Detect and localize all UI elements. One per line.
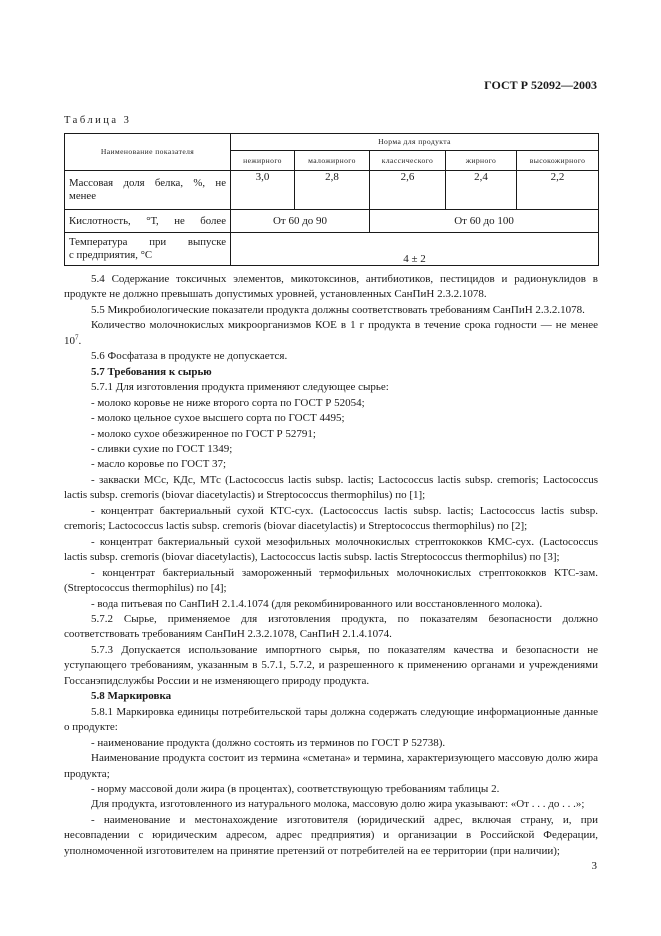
table-caption: Таблица 3 — [64, 115, 132, 126]
row-name-main: Температура при выпуске — [69, 236, 226, 248]
list-item: - закваски МСс, КДс, МТс (Lactococcus lactis subsp. lactis; Lactococcus lactis subsp. cremoris; Lactococcus lactis subsp. cremoris (biovar diacetylactis) и Streptococcus thermophilus) по [1]; — [64, 473, 598, 502]
paragraph: 5.7.1 Для изготовления продукта применяют следующее сырье: — [91, 381, 389, 394]
table-header-col: жирного — [446, 151, 517, 171]
list-item: - молоко цельное сухое высшего сорта по ГОСТ 4495; — [91, 412, 345, 425]
list-item: - сливки сухие по ГОСТ 1349; — [91, 442, 233, 455]
list-item: - масло коровье по ГОСТ 37; — [91, 458, 227, 471]
list-item: - норму массовой доли жира (в процентах), соответствующую требованиям таблицы 2. — [91, 782, 500, 795]
document-body — [64, 272, 598, 859]
table-header-group: Норма для продукта — [231, 134, 599, 151]
paragraph: Количество молочнокислых микроорганизмов КОЕ в 1 г продукта в течение срока годности — не менее $10^7$. — [64, 319, 598, 347]
row-name — [65, 171, 231, 210]
table-cell: 3,0 — [231, 171, 295, 210]
table-cell: От 60 до 100 — [370, 210, 599, 233]
section-heading: 5.8 Маркировка — [91, 690, 172, 703]
paragraph: Наименование продукта состоит из термина «сметана» и термина, характеризующего массовую долю жира продукта; — [64, 752, 598, 780]
table-cell: 2,4 — [446, 171, 517, 210]
list-item: - молоко сухое обезжиренное по ГОСТ Р 52791; — [91, 427, 316, 440]
paragraph: 5.8.1 Маркировка единицы потребительской тары должна содержать следующие информационные данные о продукте: — [64, 705, 598, 734]
paragraph-text: Количество молочнокислых микроорганизмов КОЕ в 1 г продукта в течение срока годности — не менее 10 — [64, 319, 598, 347]
paragraph: 5.7.3 Допускается использование импортного сырья, по показателям качества и безопасности не уступающего требованиям, указанным в 5.7.1, 5.7.2, и разрешенного к применению органами и учреждениями Госсанэпидслужбы России и не изменяющего природу продукта. — [64, 643, 598, 687]
page-number: 3 — [591, 860, 597, 872]
list-item: - наименование продукта (должно состоять из терминов по ГОСТ Р 52738). — [91, 736, 446, 749]
section-heading: 5.7 Требования к сырью — [91, 365, 212, 378]
row-name-last: с предприятия, °С — [69, 249, 153, 261]
row-name-last: менее — [69, 190, 96, 202]
paragraph: 5.6 Фосфатаза в продукте не допускается. — [91, 350, 288, 363]
table-3 — [64, 133, 599, 266]
paragraph: 5.7.2 Сырье, применяемое для изготовления продукта, по показателям безопасности должно соответствовать требованиям СанПиН 2.3.2.1078, СанПиН 2.1.4.1074. — [64, 612, 598, 641]
table-header-name: Наименование показателя — [65, 134, 231, 171]
document-header: ГОСТ Р 52092—2003 — [484, 78, 597, 92]
list-item: - концентрат бактериальный сухой мезофильных молочнокислых стрептококков КМС-сух. (Lactococcus lactis subsp. cremoris (biovar diacetylactis), Lactococcus lactis subsp. lactis Streptococcus thermophilus) по [3]; — [64, 535, 598, 564]
table-cell: От 60 до 90 — [231, 210, 370, 233]
list-item: - концентрат бактериальный сухой КТС-сух. (Lactococcus lactis subsp. lactis; Lactococcus lactis subsp. cremoris; Lactococcus lactis subsp. cremoris (biovar diacetylactis) и Streptococcus thermophilus) по [2]; — [64, 504, 598, 533]
table-row — [65, 233, 599, 266]
paragraph: Для продукта, изготовленного из натурального молока, массовую долю жира указывают: «От . . . до . . .»; — [91, 798, 585, 811]
table-header-col: классического — [370, 151, 446, 171]
table-cell: 2,2 — [517, 171, 599, 210]
table-cell: 2,8 — [295, 171, 370, 210]
table-header-col: высокожирного — [517, 151, 599, 171]
paragraph: 5.4 Содержание токсичных элементов, микотоксинов, антибиотиков, пестицидов и радионуклидов в продукте не должно превышать допустимых уровней, установленных СанПиН 2.3.2.1078. — [64, 273, 598, 301]
table-header-col: маложирного — [295, 151, 370, 171]
paragraph: 5.5 Микробиологические показатели продукта должны соответствовать требованиям СанПиН 2.3.2.1078. — [91, 303, 585, 316]
table-row — [65, 171, 599, 210]
row-name — [65, 210, 231, 233]
superscript: 7 — [75, 333, 79, 342]
row-name-main: Кислотность, °Т, не более — [69, 214, 226, 227]
table-header-col: нежирного — [231, 151, 295, 171]
list-item: - наименование и местонахождение изготовителя (юридический адрес, включая страну, и, при несовпадении с юридическим адресом, адрес предприятия) и организации в Российской Федерации, уполномоченной изготовителем на принятие претензий от потребителей на ее территории (при наличии); — [64, 813, 598, 857]
table-cell: 2,6 — [370, 171, 446, 210]
list-item: - молоко коровье не ниже второго сорта по ГОСТ Р 52054; — [91, 396, 365, 409]
row-name — [65, 233, 231, 266]
list-item: - концентрат бактериальный замороженный термофильных молочнокислых стрептококков КТС-зам. (Streptococcus thermophilus) по [4]; — [64, 566, 598, 595]
list-item: - вода питьевая по СанПиН 2.1.4.1074 (для рекомбинированного или восстановленного молока). — [91, 597, 543, 610]
table-cell: 4 ± 2 — [231, 233, 599, 266]
table-row — [65, 210, 599, 233]
row-name-main: Массовая доля белка, %, не — [69, 177, 226, 189]
